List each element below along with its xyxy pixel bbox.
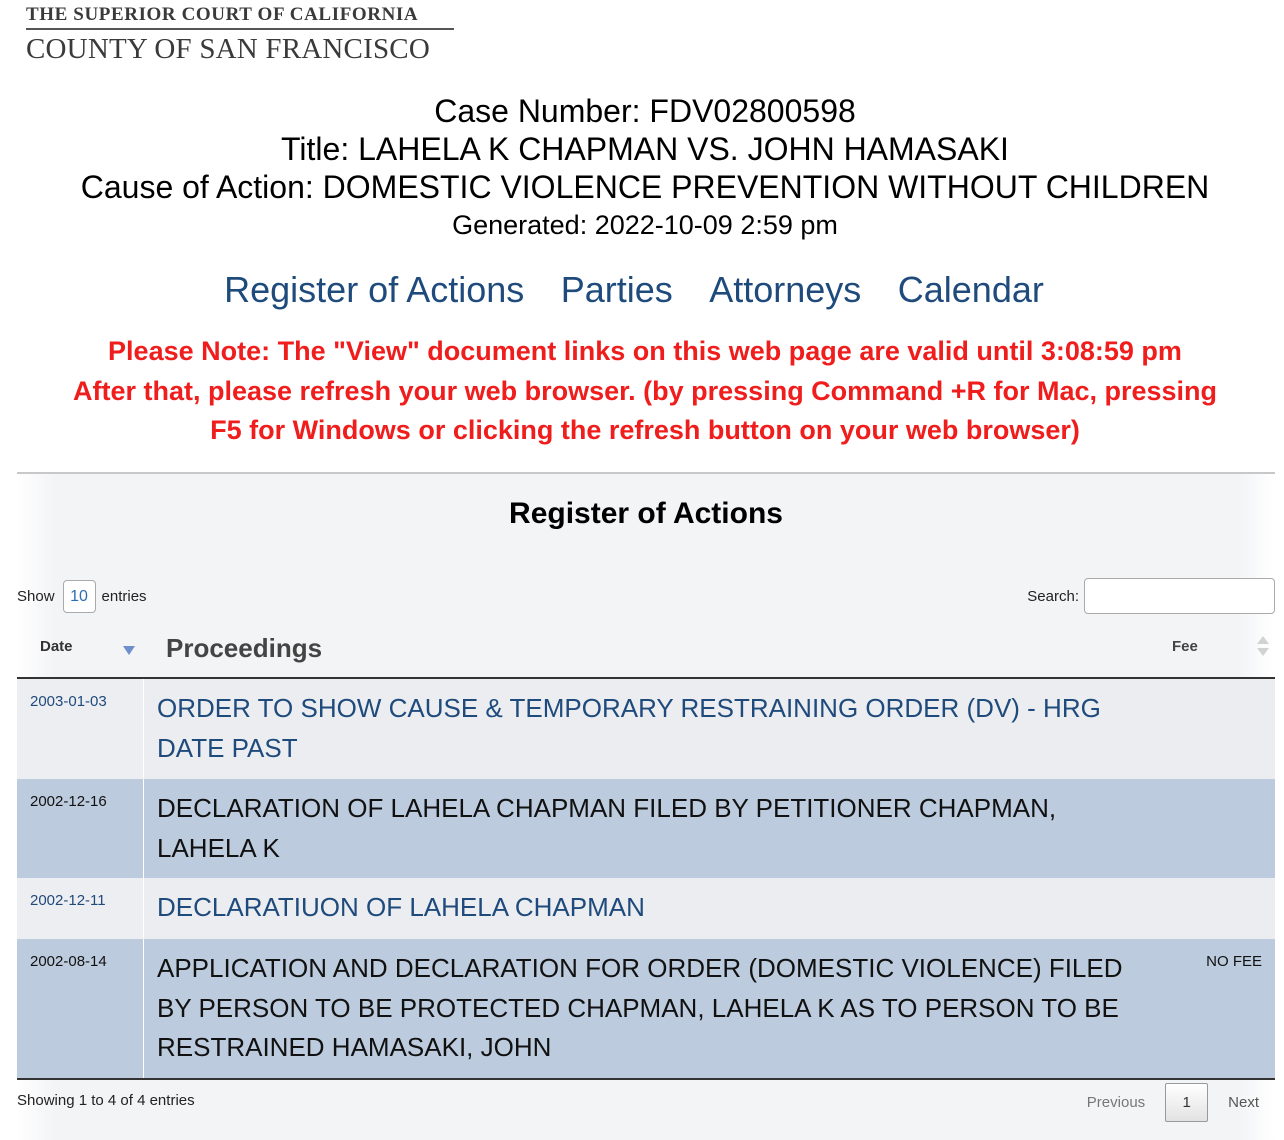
case-number: Case Number: FDV02800598 xyxy=(434,93,856,129)
court-logo xyxy=(26,4,456,64)
row-proceeding xyxy=(143,779,1155,878)
notice-line-2: After that, please refresh your web browser. (by pressing Command +R for Mac, pressing xyxy=(72,375,1218,406)
proceeding-line[interactable]: DECLARATIUON OF LAHELA CHAPMAN xyxy=(157,892,645,922)
row-date: 2002-12-11 xyxy=(17,878,143,939)
nav-calendar[interactable]: Calendar xyxy=(897,269,1044,310)
logo-county-name: COUNTY OF SAN FRANCISCO xyxy=(26,33,430,65)
case-title: Title: LAHELA K CHAPMAN VS. JOHN HAMASAKI xyxy=(281,131,1009,167)
row-fee xyxy=(1155,878,1275,892)
register-table-body xyxy=(17,679,1275,1078)
case-cause-of-action: Cause of Action: DOMESTIC VIOLENCE PREVENTION WITHOUT CHILDREN xyxy=(80,169,1210,205)
row-proceeding-link[interactable] xyxy=(143,679,1155,778)
table-row xyxy=(17,939,1275,1078)
search-input[interactable] xyxy=(1084,578,1275,614)
sort-descending-icon[interactable] xyxy=(123,646,135,655)
search-label: Search: xyxy=(1027,587,1079,605)
register-title: Register of Actions xyxy=(509,497,783,530)
row-proceeding-link[interactable] xyxy=(143,878,1155,938)
proceeding-line: DECLARATION OF LAHELA CHAPMAN FILED BY PETITIONER CHAPMAN, xyxy=(157,793,1057,823)
table-row xyxy=(17,679,1275,779)
proceeding-line[interactable]: DATE PAST xyxy=(157,732,298,763)
notice-line-1: Please Note: The "View" document links on this web page are valid until 3:08:59 pm xyxy=(108,336,1182,366)
validity-notice xyxy=(0,332,1284,451)
table-info: Showing 1 to 4 of 4 entries xyxy=(17,1092,195,1109)
case-header xyxy=(0,92,1284,244)
column-header-fee[interactable]: Fee xyxy=(1172,638,1198,655)
search-control xyxy=(1027,578,1275,614)
show-label: Show xyxy=(17,588,55,605)
column-header-date[interactable]: Date xyxy=(40,638,73,655)
row-date: 2003-01-03 xyxy=(17,679,143,779)
entries-label: entries xyxy=(101,588,147,605)
row-fee xyxy=(1155,679,1275,693)
row-date: 2002-08-14 xyxy=(17,939,143,1078)
proceeding-line: LAHELA K xyxy=(157,832,280,863)
table-footer-rule xyxy=(17,1078,1275,1080)
pagination xyxy=(1087,1083,1275,1122)
logo-divider xyxy=(26,28,454,30)
row-fee: NO FEE xyxy=(1206,953,1262,970)
page-1-button[interactable]: 1 xyxy=(1165,1083,1208,1122)
column-header-proceedings[interactable]: Proceedings xyxy=(166,633,323,663)
nav-register-of-actions[interactable]: Register of Actions xyxy=(224,269,525,310)
row-proceeding xyxy=(143,939,1155,1078)
nav-attorneys[interactable]: Attorneys xyxy=(709,269,862,310)
case-nav xyxy=(0,266,1268,314)
previous-page-button[interactable]: Previous xyxy=(1086,1094,1146,1111)
entries-select[interactable]: 10 xyxy=(63,580,96,613)
logo-court-name: THE SUPERIOR COURT OF CALIFORNIA xyxy=(26,4,419,25)
entries-length-control xyxy=(17,580,147,613)
proceeding-line: RESTRAINED HAMASAKI, JOHN xyxy=(157,1032,552,1062)
row-fee xyxy=(1155,779,1275,793)
proceeding-line: BY PERSON TO BE PROTECTED CHAPMAN, LAHELA K AS TO PERSON TO BE xyxy=(157,992,1119,1023)
notice-line-3: F5 for Windows or clicking the refresh button on your web browser) xyxy=(210,415,1080,445)
table-row xyxy=(17,878,1275,939)
row-date: 2002-12-16 xyxy=(17,779,143,878)
proceeding-line: APPLICATION AND DECLARATION FOR ORDER (DOMESTIC VIOLENCE) FILED xyxy=(157,953,1123,983)
case-generated-time: Generated: 2022-10-09 2:59 pm xyxy=(452,210,838,240)
table-row xyxy=(17,779,1275,878)
proceeding-line[interactable]: ORDER TO SHOW CAUSE & TEMPORARY RESTRAINING ORDER (DV) - HRG xyxy=(157,693,1101,723)
table-header xyxy=(17,624,1275,679)
sort-both-icon[interactable] xyxy=(1256,636,1270,658)
nav-parties[interactable]: Parties xyxy=(560,269,673,310)
register-panel xyxy=(17,472,1275,1140)
next-page-button[interactable]: Next xyxy=(1228,1094,1259,1111)
